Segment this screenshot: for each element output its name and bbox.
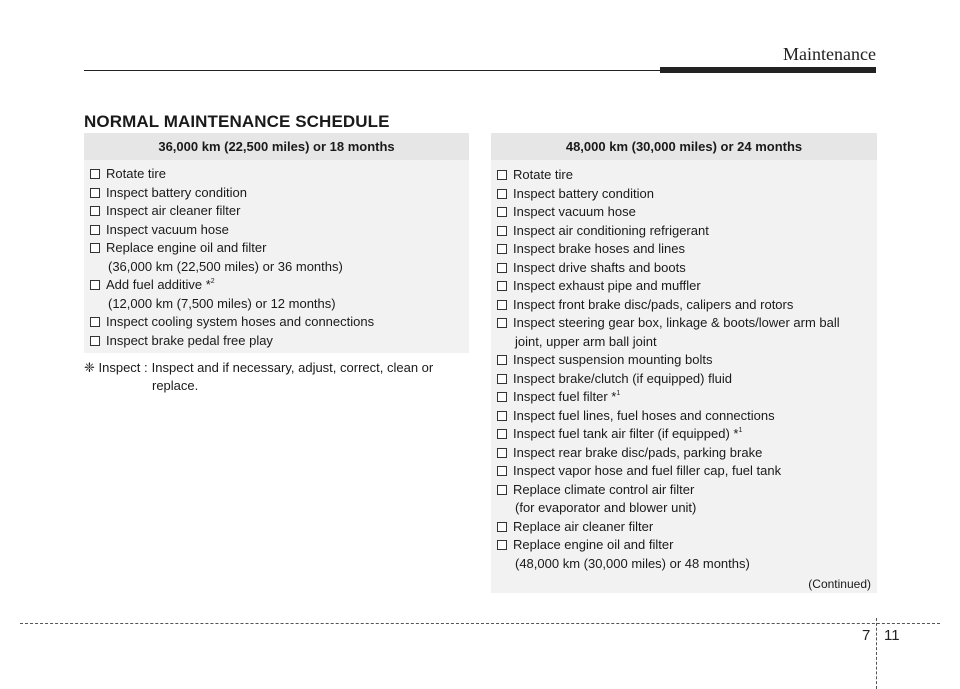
list-item: Inspect vapor hose and fuel filler cap, fuel tank	[497, 462, 871, 481]
checkbox-icon	[90, 206, 100, 216]
list-item: Inspect air conditioning refrigerant	[497, 222, 871, 241]
list-item: Replace engine oil and filter	[497, 536, 871, 555]
list-item: Inspect cooling system hoses and connections	[90, 313, 463, 332]
list-item: Inspect battery condition	[90, 184, 463, 203]
header-rule-accent	[660, 67, 876, 73]
note-text: Inspect and if necessary, adjust, correct, clean or	[151, 360, 434, 375]
footnote-marker: 1	[616, 390, 621, 397]
checkbox-icon	[497, 485, 507, 495]
list-item: Inspect brake hoses and lines	[497, 240, 871, 259]
list-item-note: joint, upper arm ball joint	[515, 333, 657, 349]
list-item: Inspect drive shafts and boots	[497, 259, 871, 278]
checkbox-icon	[497, 281, 507, 291]
schedule-36000km	[84, 133, 469, 353]
checkbox-icon	[497, 411, 507, 421]
list-item-note: (48,000 km (30,000 miles) or 48 months)	[515, 555, 750, 571]
section-title: NORMAL MAINTENANCE SCHEDULE	[84, 112, 390, 131]
list-item: Inspect air cleaner filter	[90, 202, 463, 221]
list-item: Inspect front brake disc/pads, calipers and rotors	[497, 296, 871, 315]
note-label: ❈ Inspect :	[84, 360, 148, 375]
checkbox-icon	[497, 207, 507, 217]
list-item: Inspect vacuum hose	[90, 221, 463, 240]
list-item: Inspect exhaust pipe and muffler	[497, 277, 871, 296]
footnote-marker: 1	[738, 427, 743, 434]
interval-heading: 36,000 km (22,500 miles) or 18 months	[84, 133, 469, 160]
header-rule	[84, 70, 660, 71]
footnote-marker: 2	[210, 278, 215, 285]
checkbox-icon	[90, 169, 100, 179]
checkbox-icon	[90, 243, 100, 253]
checkbox-icon	[497, 300, 507, 310]
checkbox-icon	[497, 189, 507, 199]
list-item: Inspect vacuum hose	[497, 203, 871, 222]
checkbox-icon	[497, 263, 507, 273]
list-item-note: (36,000 km (22,500 miles) or 36 months)	[108, 258, 343, 274]
inspect-note	[84, 359, 469, 395]
footer-rule	[20, 623, 940, 624]
list-item: Inspect steering gear box, linkage & boots/lower arm ball	[497, 314, 871, 333]
list-item: Inspect rear brake disc/pads, parking brake	[497, 444, 871, 463]
note-text-continued: replace.	[152, 378, 199, 393]
schedule-48000km	[491, 133, 877, 593]
list-item: Inspect brake/clutch (if equipped) fluid	[497, 370, 871, 389]
list-item: Inspect fuel lines, fuel hoses and connections	[497, 407, 871, 426]
checkbox-icon	[90, 317, 100, 327]
checkbox-icon	[497, 522, 507, 532]
checkbox-icon	[90, 188, 100, 198]
list-item: Replace air cleaner filter	[497, 518, 871, 537]
checkbox-icon	[497, 355, 507, 365]
checkbox-icon	[90, 280, 100, 290]
checkbox-icon	[497, 226, 507, 236]
checkbox-icon	[497, 318, 507, 328]
footer-divider	[876, 618, 877, 689]
checkbox-icon	[497, 374, 507, 384]
list-item-note: (for evaporator and blower unit)	[515, 500, 697, 515]
list-item-note: (12,000 km (7,500 miles) or 12 months)	[108, 295, 336, 311]
list-item: Rotate tire	[497, 166, 871, 185]
checkbox-icon	[497, 448, 507, 458]
list-item: Rotate tire	[90, 165, 463, 184]
checkbox-icon	[497, 170, 507, 180]
interval-heading: 48,000 km (30,000 miles) or 24 months	[491, 133, 877, 160]
checkbox-icon	[90, 225, 100, 235]
checkbox-icon	[497, 540, 507, 550]
list-item: Inspect suspension mounting bolts	[497, 351, 871, 370]
list-item: Inspect brake pedal free play	[90, 332, 463, 351]
checkbox-icon	[497, 244, 507, 254]
list-item: Inspect fuel tank air filter (if equipped) *$^1$	[497, 425, 871, 444]
list-item: Inspect fuel filter *$^1$	[497, 388, 871, 407]
checkbox-icon	[90, 336, 100, 346]
list-item: Inspect battery condition	[497, 185, 871, 204]
list-item: Add fuel additive *$^2$	[90, 276, 463, 295]
list-item: Replace engine oil and filter	[90, 239, 463, 258]
continued-label: (Continued)	[808, 577, 871, 591]
chapter-number: 7	[862, 627, 871, 644]
list-item: Replace climate control air filter	[497, 481, 871, 500]
chapter-title: Maintenance	[783, 44, 876, 64]
checkbox-icon	[497, 429, 507, 439]
checkbox-icon	[497, 392, 507, 402]
page-number: 11	[884, 627, 900, 644]
checkbox-icon	[497, 466, 507, 476]
